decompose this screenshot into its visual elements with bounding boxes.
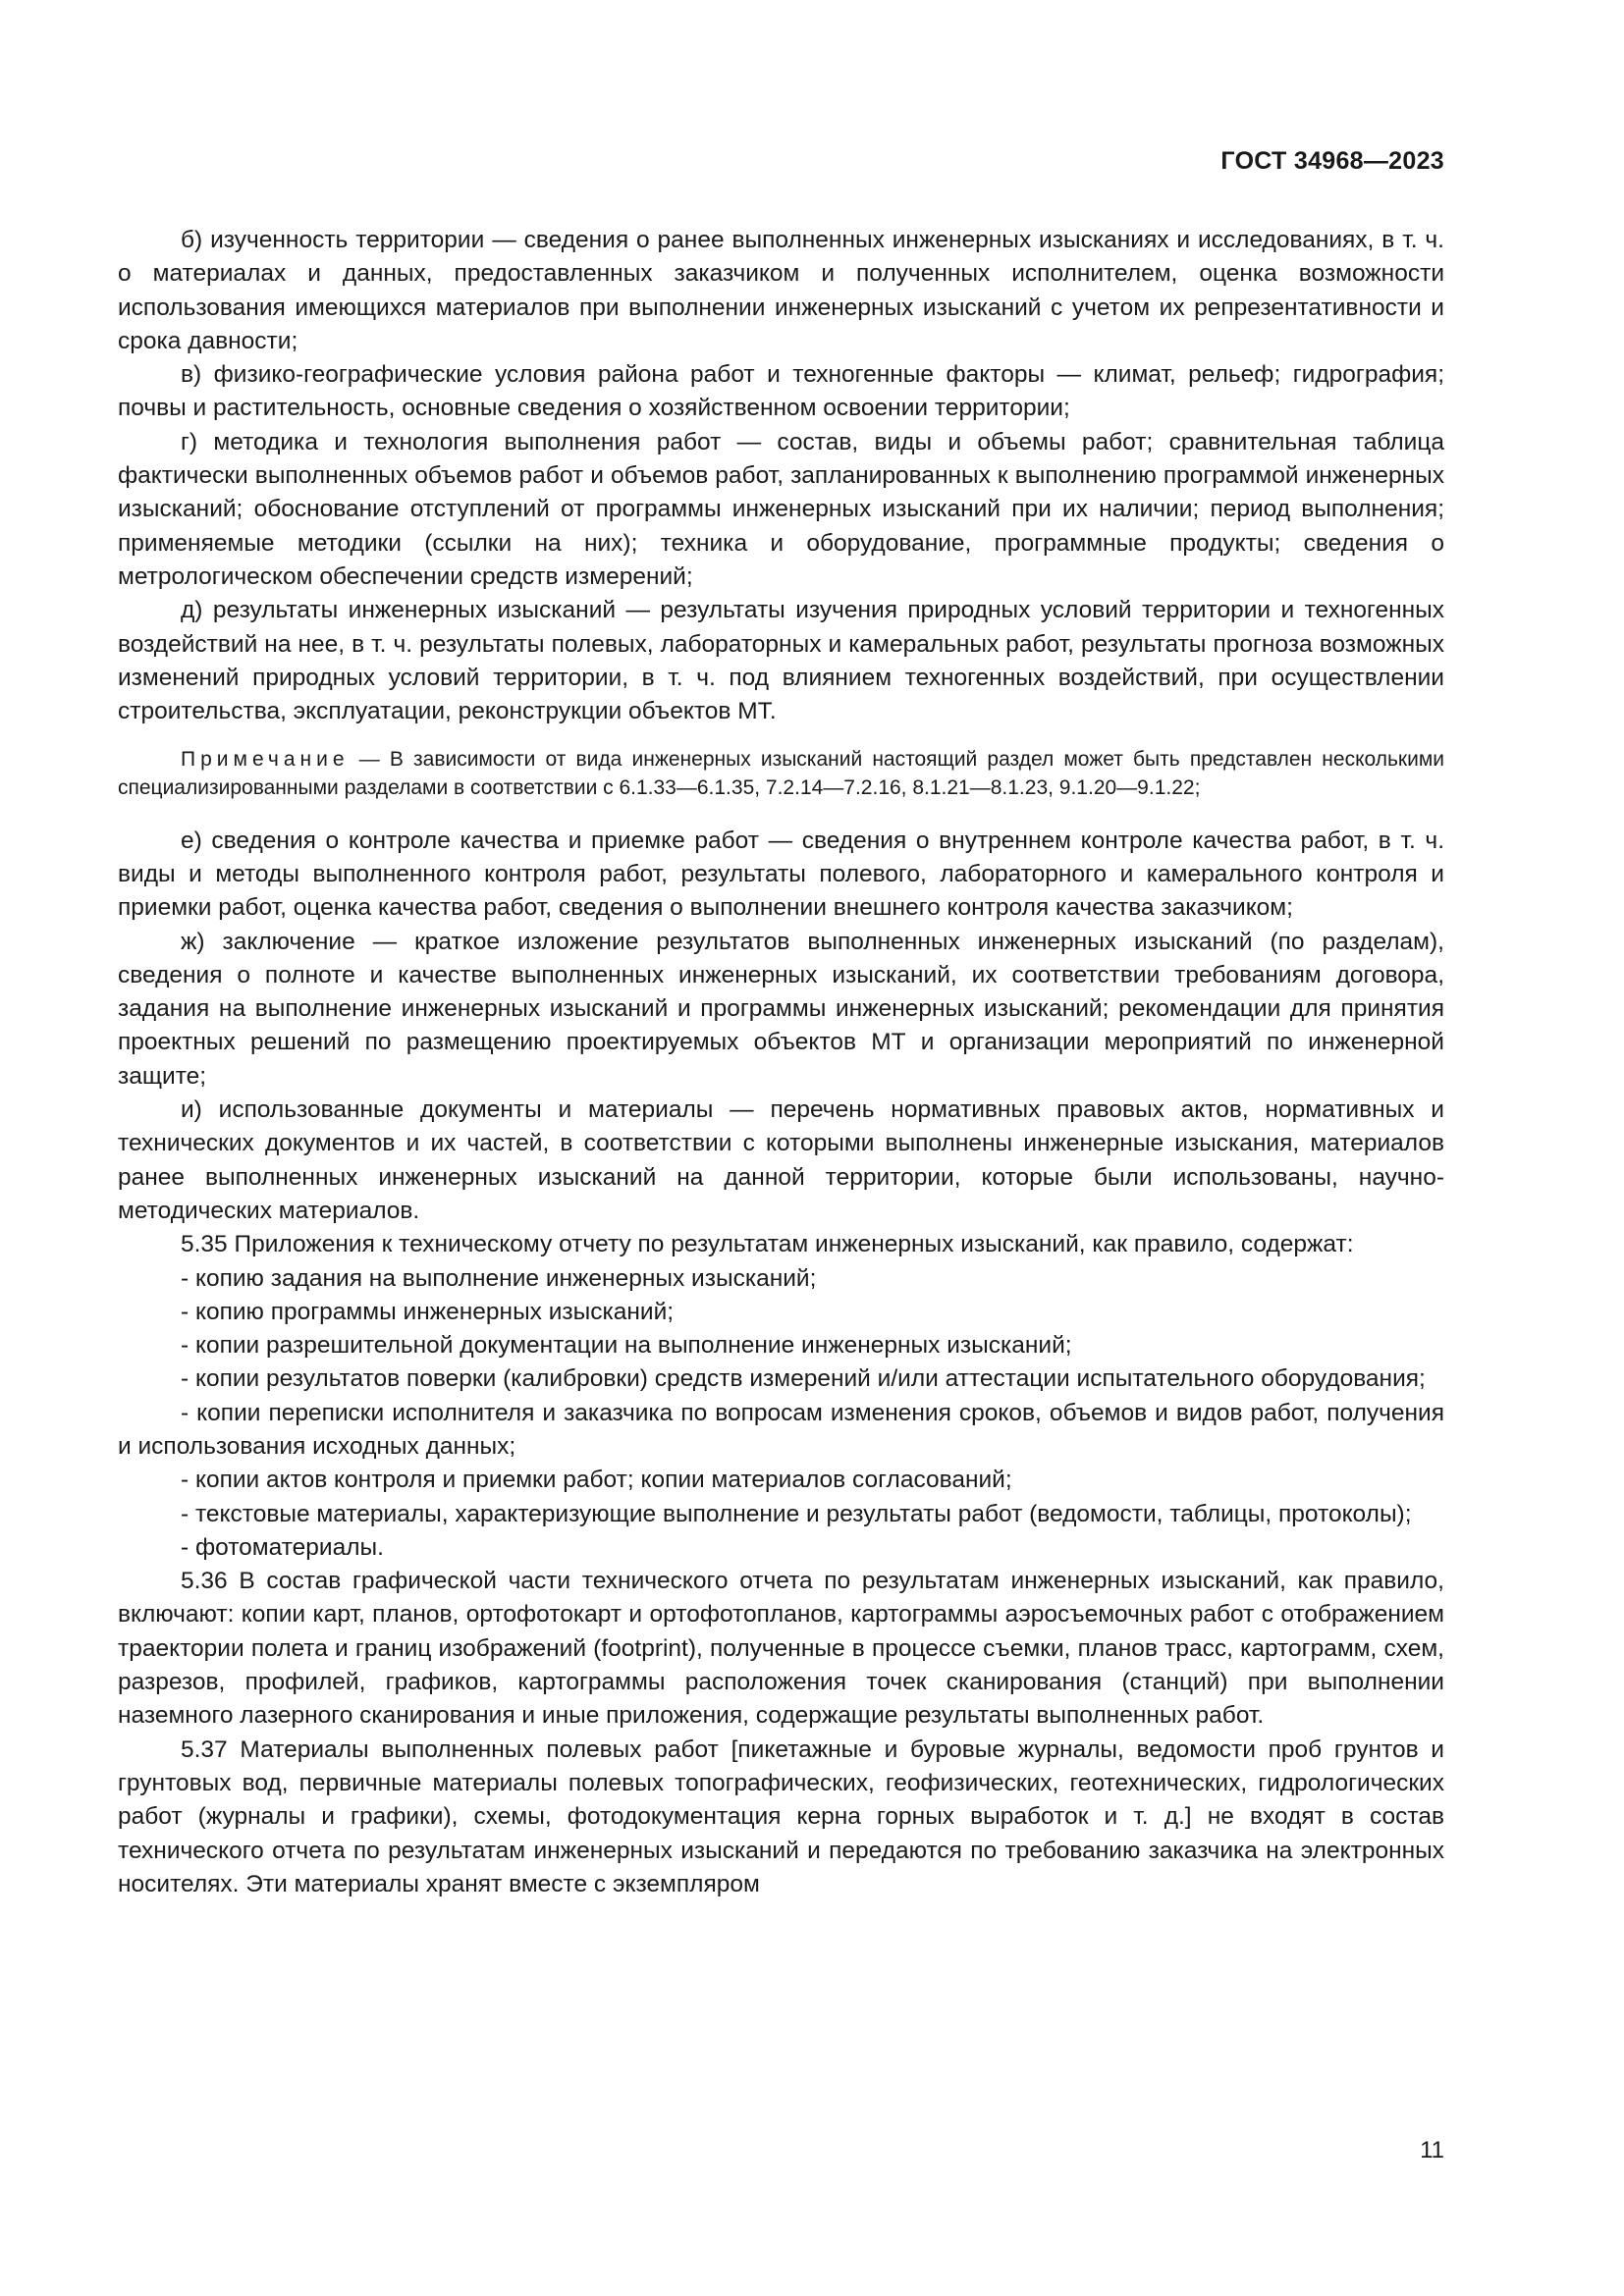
document-body [118,224,1444,1901]
paragraph: 5.35 Приложения к техническому отчету по результатам инженерных изысканий, как правило, содержат: [181,1231,1354,1258]
list-item: - текстовые материалы, характеризующие выполнение и результаты работ (ведомости, таблицы, протоколы); [181,1500,1412,1527]
paragraph: 5.36 В состав графической части технического отчета по результатам инженерных изысканий, как правило, включают: копии карт, планов, ортофотокарт и ортофотопланов, картограммы аэросъемочных работ с отображением траектории полета и границ изображений (footprint), полученные в процессе съемки, планов трасс, картограмм, схем, разрезов, профилей, графиков, картограммы расположения точек сканирования (станций) при выполнении наземного лазерного сканирования и иные приложения, содержащие результаты выполненных работ. [118,1568,1444,1730]
paragraph: б) изученность территории — сведения о ранее выполненных инженерных изысканиях и исследованиях, в т. ч. о материалах и данных, предоставленных заказчиком и полученных исполнителем, оценка возможности использования имеющихся материалов при выполнении инженерных изысканий с учетом их репрезентативности и срока давности; [118,227,1444,354]
list-item: - копию программы инженерных изысканий; [181,1298,675,1325]
paragraph: е) сведения о контроле качества и приемке работ — сведения о внутреннем контроле качества работ, в т. ч. виды и методы выполненного контроля работ, результаты полевого, лабораторного и камерального контроля и приемки работ, оценка качества работ, сведения о выполнении внешнего контроля качества заказчиком; [118,827,1444,922]
list-item: - копию задания на выполнение инженерных изысканий; [181,1264,817,1292]
list-item: - копии актов контроля и приемки работ; копии материалов согласований; [181,1467,1012,1494]
page-number: 11 [1420,2137,1444,2163]
note-text: — В зависимости от вида инженерных изысканий настоящий раздел может быть представлен несколькими специализированными разделами в соответствии с 6.1.33—6.1.35, 7.2.14—7.2.16, 8.1.21—8.1.23, 9.1.20—9.1.22; [118,748,1444,800]
paragraph: в) физико-географические условия района работ и техногенные факторы — климат, рельеф; гидрография; почвы и растительность, основные сведения о хозяйственном освоении территории; [118,361,1444,422]
paragraph: и) использованные документы и материалы — перечень нормативных правовых актов, нормативных и технических документов и их частей, в соответствии с которыми выполнены инженерные изыскания, материалов ранее выполненных инженерных изысканий на данной территории, которые были использованы, научно-методических материалов. [118,1096,1444,1224]
paragraph: ж) заключение — краткое изложение результатов выполненных инженерных изысканий (по разделам), сведения о полноте и качестве выполненных инженерных изысканий, их соответствии требованиям договора, задания на выполнение инженерных изысканий и программы инженерных изысканий; рекомендации для принятия проектных решений по размещению проектируемых объектов МТ и организации мероприятий по инженерной защите; [118,928,1444,1090]
document-code: ГОСТ 34968—2023 [1220,147,1444,175]
list-item: - копии переписки исполнителя и заказчика по вопросам изменения сроков, объемов и видов работ, получения и использования исходных данных; [118,1399,1444,1460]
paragraph: д) результаты инженерных изысканий — результаты изучения природных условий территории и техногенных воздействий на нее, в т. ч. результаты полевых, лабораторных и камеральных работ, результаты прогноза возможных изменений природных условий территории, в т. ч. под влиянием техногенных воздействий, при осуществлении строительства, эксплуатации, реконструкции объектов МТ. [118,597,1444,725]
list-item: - копии разрешительной документации на выполнение инженерных изысканий; [181,1332,1072,1360]
list-item: - копии результатов поверки (калибровки) средств измерений и/или аттестации испытательного оборудования; [181,1365,1426,1393]
note-label: Примечание [181,748,350,772]
note [118,746,1444,802]
list-item: - фотоматериалы. [181,1533,384,1561]
paragraph: 5.37 Материалы выполненных полевых работ [пикетажные и буровые журналы, ведомости проб грунтов и грунтовых вод, первичные материалы полевых топографических, геофизических, геотехнических, гидрологических работ (журналы и графики), схемы, фотодокументация керна горных выработок и т. д.] не входят в состав технического отчета по результатам инженерных изысканий и передаются по требованию заказчика на электронных носителях. Эти материалы хранят вместе с экземпляром [118,1735,1444,1897]
paragraph: г) методика и технология выполнения работ — состав, виды и объемы работ; сравнительная таблица фактически выполненных объемов работ и объемов работ, запланированных к выполнению программой инженерных изысканий; обоснование отступлений от программы инженерных изысканий при их наличии; период выполнения; применяемые методики (ссылки на них); техника и оборудование, программные продукты; сведения о метрологическом обеспечении средств измерений; [118,428,1444,590]
